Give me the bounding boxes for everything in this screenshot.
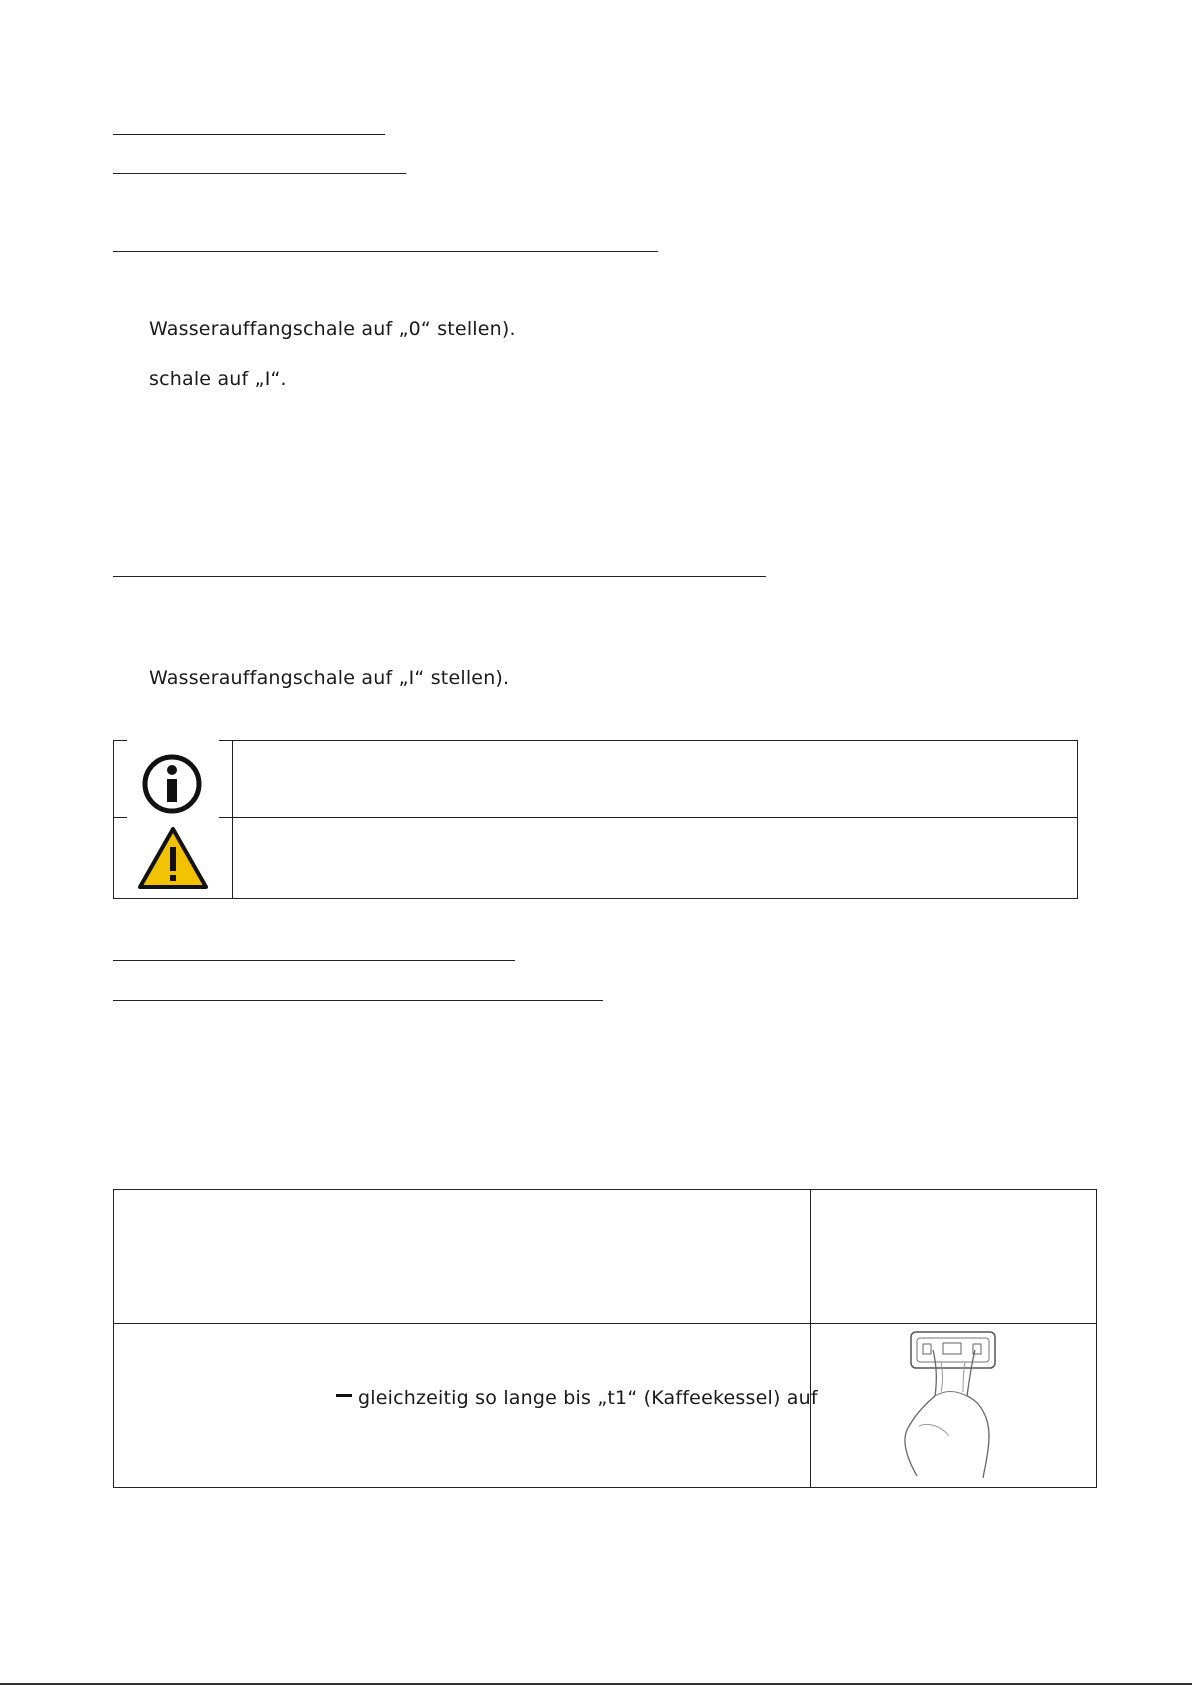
underline-heading-3 [113,251,658,252]
table-cell-text: gleichzeitig so lange bis „t1“ (Kaffeekessel) auf [358,1387,818,1409]
notice-box-gap [127,737,219,742]
steps-table-column-divider [810,1189,811,1488]
instruction-line: Wasserauffangschale auf „0“ stellen). [149,318,516,340]
underline-heading-6 [113,1000,603,1001]
underline-heading-4 [113,576,766,577]
hand-pressing-buttons-illustration [893,1326,1013,1486]
info-circle-icon [140,752,204,816]
underline-heading-1 [113,134,385,135]
notice-box-divider [232,740,233,899]
warning-triangle-icon [136,825,210,891]
notice-box [113,740,1078,899]
minus-symbol [336,1394,352,1397]
notice-box-row-divider [113,817,1078,818]
underline-heading-2 [113,173,406,174]
underline-heading-5 [113,960,515,961]
steps-table-row-divider [113,1323,1097,1324]
instruction-line: schale auf „I“. [149,368,287,390]
instruction-line: Wasserauffangschale auf „I“ stellen). [149,667,510,689]
